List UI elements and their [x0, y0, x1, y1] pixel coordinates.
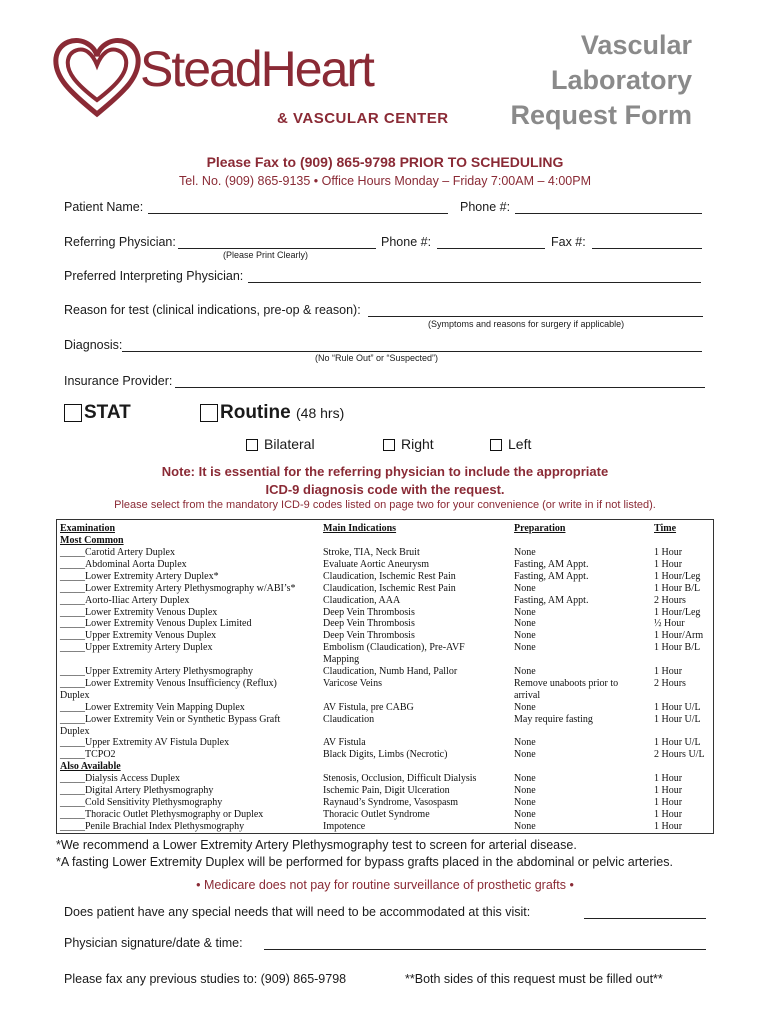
left-label: Left [508, 436, 532, 452]
recommendation-2: *A fasting Lower Extremity Duplex will be performed for bypass grafts placed in the abdominal or pelvic arteries. [56, 855, 673, 869]
exam-indication: Claudication [323, 713, 375, 725]
exam-time: 1 Hour [654, 796, 683, 808]
exam-time: 1 Hour [654, 785, 683, 796]
exam-name: _____Thoracic Outlet Plethysmography or Duplex [60, 808, 264, 820]
exam-name: _____Penile Brachial Index Plethysmography [60, 820, 245, 832]
exam-preparation: Fasting, AM Appt. [514, 594, 589, 606]
preparation-continued: arrival [514, 689, 541, 701]
stat-option[interactable] [64, 402, 131, 424]
exam-time: 1 Hour [654, 808, 683, 820]
exam-time: 1 Hour U/L [654, 737, 701, 749]
exam-indication: Varicose Veins [323, 677, 382, 689]
fax-field[interactable] [592, 248, 702, 249]
insurance-field[interactable] [175, 387, 705, 388]
exam-indication: Thoracic Outlet Syndrome [323, 808, 430, 820]
exam-preparation: None [514, 808, 536, 820]
exam-name: _____Digital Artery Plethysmography [60, 785, 214, 796]
exam-name: _____Lower Extremity Venous Insufficiency (Reflux) [60, 677, 277, 689]
exam-preparation: None [514, 820, 536, 832]
exam-preparation: May require fasting [514, 713, 593, 725]
patient-name-label: Patient Name: [64, 200, 144, 214]
exam-name: _____Upper Extremity Artery Plethysmography [60, 666, 254, 677]
interpreting-physician-field[interactable] [248, 282, 701, 283]
exam-time: 1 Hour [654, 547, 683, 558]
exam-indication: Claudication, Ischemic Rest Pain [323, 570, 456, 582]
col-header-prep: Preparation [514, 523, 566, 534]
diagnosis-field[interactable] [122, 351, 702, 352]
exam-indication: Impotence [323, 820, 366, 832]
exam-name: _____Upper Extremity Artery Duplex [60, 642, 213, 654]
exam-indication: Claudication, AAA [323, 594, 401, 606]
special-needs-label: Does patient have any special needs that will need to be accommodated at this visit: [64, 905, 531, 919]
exam-indication: Black Digits, Limbs (Necrotic) [323, 749, 448, 761]
bilateral-checkbox[interactable] [246, 439, 258, 451]
office-info: Tel. No. (909) 865-9135 • Office Hours Monday – Friday 7:00AM – 4:00PM [179, 174, 591, 188]
note-line-2: ICD-9 diagnosis code with the request. [265, 482, 505, 497]
exam-time: 1 Hour [654, 773, 683, 785]
interpreting-physician-label: Preferred Interpreting Physician: [64, 269, 244, 283]
exam-preparation: None [514, 582, 536, 594]
recommendation-1: *We recommend a Lower Extremity Artery Plethysmography test to screen for arterial disease. [56, 838, 577, 852]
stat-label: STAT [84, 402, 131, 423]
exam-time: 1 Hour U/L [654, 701, 701, 713]
right-checkbox[interactable] [383, 439, 395, 451]
previous-studies-note: Please fax any previous studies to: (909) 865-9798 [64, 972, 347, 986]
exam-indication: Ischemic Pain, Digit Ulceration [323, 785, 450, 796]
bilateral-label: Bilateral [264, 436, 315, 452]
signature-label: Physician signature/date & time: [64, 936, 243, 950]
exam-preparation: None [514, 737, 536, 749]
exam-indication: Deep Vein Thrombosis [323, 630, 415, 642]
diagnosis-label: Diagnosis: [64, 338, 123, 352]
exam-preparation: None [514, 796, 536, 808]
exam-name: _____Lower Extremity Vein or Synthetic Bypass Graft [60, 713, 281, 725]
exam-name: _____Lower Extremity Artery Duplex* [60, 570, 219, 582]
exam-time: 1 Hour/Leg [654, 570, 701, 582]
exam-name: _____Carotid Artery Duplex [60, 547, 175, 558]
logo-subtitle: & VASCULAR CENTER [277, 110, 449, 127]
left-option[interactable] [490, 436, 531, 452]
exam-preparation: Fasting, AM Appt. [514, 570, 589, 582]
referring-physician-label: Referring Physician: [64, 235, 176, 249]
col-header-exam: Examination [60, 523, 116, 534]
exam-indication: Deep Vein Thrombosis [323, 606, 415, 618]
exam-preparation: None [514, 785, 536, 796]
bilateral-option[interactable] [246, 436, 315, 452]
exam-name: _____Abdominal Aorta Duplex [60, 558, 187, 570]
exam-indication: AV Fistula [323, 737, 366, 749]
exam-indication: Evaluate Aortic Aneurysm [323, 558, 430, 570]
exam-indication: Embolism (Claudication), Pre-AVF [323, 642, 465, 654]
col-header-time: Time [654, 523, 677, 534]
reason-hint: (Symptoms and reasons for surgery if applicable) [428, 319, 625, 329]
note-line-1: Note: It is essential for the referring physician to include the appropriate [161, 464, 609, 479]
exam-preparation: None [514, 606, 536, 618]
exam-preparation: None [514, 773, 536, 785]
exam-indication: Stroke, TIA, Neck Bruit [323, 547, 420, 558]
note-line-3: Please select from the mandatory ICD-9 codes listed on page two for your convenience (or write in if not listed). [114, 499, 656, 511]
exam-name-continued: Duplex [60, 689, 90, 701]
page-title-line-1: Vascular [580, 30, 692, 60]
routine-label: Routine [220, 402, 291, 423]
exam-time: 1 Hour B/L [654, 642, 701, 654]
exam-indication: AV Fistula, pre CABG [323, 701, 414, 713]
referring-phone-field[interactable] [437, 248, 545, 249]
page-title-line-3: Request Form [510, 100, 692, 130]
exam-time: 1 Hour/Arm [654, 630, 704, 642]
exam-time: 1 Hour [654, 666, 683, 677]
exam-name: _____TCPO2 [60, 749, 116, 761]
referring-physician-field[interactable] [178, 248, 376, 249]
exam-name: _____Lower Extremity Venous Duplex [60, 606, 218, 618]
exam-preparation: None [514, 630, 536, 642]
exam-time: ½ Hour [654, 618, 685, 630]
exam-preparation: None [514, 701, 536, 713]
heart-logo-icon [50, 32, 145, 122]
exam-indication: Stenosis, Occlusion, Difficult Dialysis [323, 773, 477, 785]
fax-instruction: Please Fax to (909) 865-9798 PRIOR TO SCHEDULING [206, 154, 564, 170]
exam-time: 1 Hour [654, 820, 683, 832]
stat-checkbox[interactable] [64, 404, 82, 422]
exam-indication: Claudication, Numb Hand, Pallor [323, 666, 458, 677]
exam-preparation: Remove unaboots prior to [514, 677, 619, 689]
referring-phone-label: Phone #: [381, 235, 432, 249]
exam-time: 2 Hours [654, 677, 686, 689]
left-checkbox[interactable] [490, 439, 502, 451]
right-option[interactable] [383, 436, 434, 452]
print-clearly-hint: (Please Print Clearly) [223, 250, 309, 260]
exam-preparation: None [514, 547, 536, 558]
phone-field[interactable] [515, 213, 702, 214]
exam-name: _____Aorto-Iliac Artery Duplex [60, 594, 190, 606]
signature-field[interactable] [264, 949, 706, 950]
exam-indication: Claudication, Ischemic Rest Pain [323, 582, 456, 594]
exam-indication: Deep Vein Thrombosis [323, 618, 415, 630]
exam-name: _____Dialysis Access Duplex [60, 773, 180, 785]
exam-preparation: None [514, 618, 536, 630]
logo-wordmark: SteadHeart [140, 41, 373, 97]
fax-label: Fax #: [551, 235, 586, 249]
exam-time: 2 Hours [654, 594, 686, 606]
exam-preparation: None [514, 666, 536, 677]
patient-name-field[interactable] [148, 213, 448, 214]
reason-field[interactable] [368, 316, 703, 317]
exam-preparation: None [514, 642, 536, 654]
page-title-line-2: Laboratory [550, 65, 692, 95]
both-sides-note: **Both sides of this request must be filled out** [405, 972, 663, 986]
routine-note: (48 hrs) [296, 405, 345, 421]
exam-time: 1 Hour U/L [654, 713, 701, 725]
reason-label: Reason for test (clinical indications, pre-op & reason): [64, 303, 361, 317]
exam-preparation: None [514, 749, 536, 761]
special-needs-field[interactable] [584, 918, 706, 919]
routine-checkbox[interactable] [200, 404, 218, 422]
right-label: Right [401, 436, 434, 452]
diagnosis-hint: (No “Rule Out” or “Suspected”) [315, 353, 439, 363]
exam-indication: Raynaud’s Syndrome, Vasospasm [323, 796, 459, 808]
section-most-common: Most Common [60, 535, 124, 546]
indication-continued: Mapping [323, 654, 360, 666]
section-also-available: Also Available [60, 761, 121, 773]
exam-name: _____Lower Extremity Artery Plethysmography w/ABI’s* [60, 582, 296, 594]
medicare-note: • Medicare does not pay for routine surveillance of prosthetic grafts • [196, 878, 574, 892]
col-header-indications: Main Indications [323, 523, 397, 534]
exam-name: _____Upper Extremity AV Fistula Duplex [60, 737, 230, 749]
exam-name: _____Lower Extremity Venous Duplex Limited [60, 618, 252, 630]
insurance-label: Insurance Provider: [64, 374, 173, 388]
exam-time: 1 Hour/Leg [654, 606, 701, 618]
exam-name: _____Lower Extremity Vein Mapping Duplex [60, 701, 245, 713]
exam-name: _____Upper Extremity Venous Duplex [60, 630, 217, 642]
exam-name: _____Cold Sensitivity Plethysmography [60, 796, 223, 808]
routine-option[interactable] [200, 402, 344, 424]
exam-preparation: Fasting, AM Appt. [514, 558, 589, 570]
phone-label: Phone #: [460, 200, 511, 214]
exam-time: 1 Hour B/L [654, 582, 701, 594]
exam-time: 1 Hour [654, 558, 683, 570]
exam-name-continued: Duplex [60, 725, 90, 737]
exam-time: 2 Hours U/L [654, 749, 705, 761]
